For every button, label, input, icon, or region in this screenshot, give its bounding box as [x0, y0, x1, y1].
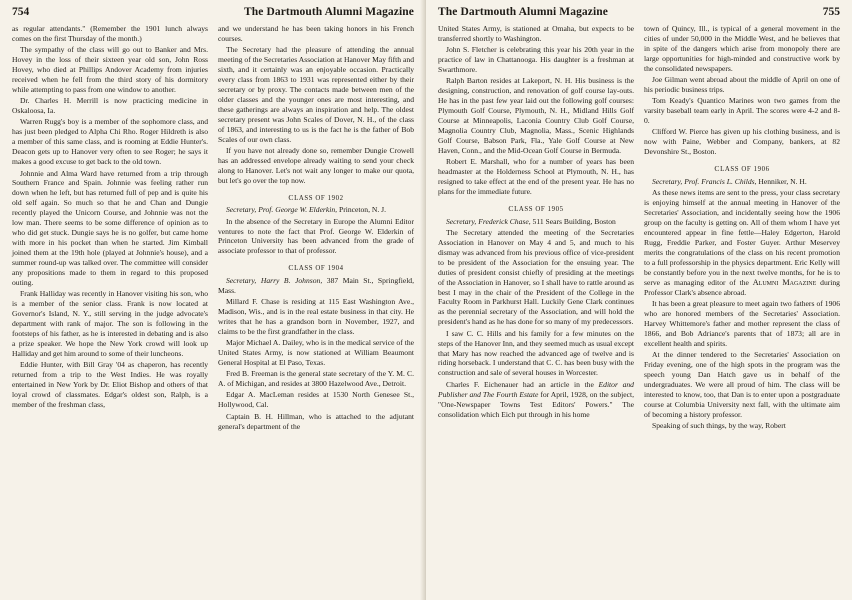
- secretary-name: Secretary, Frederick Chase,: [446, 216, 531, 226]
- left-column-1: [12, 24, 208, 433]
- left-column-2: [218, 24, 414, 433]
- right-page: [426, 0, 852, 600]
- paragraph: Tom Keady's Quantico Marines won two games from the varsity baseball team early in April. The scores were 4-2 and 8-0.: [644, 96, 840, 126]
- publication-title: Editor and Publisher and The Fourth Estate: [438, 379, 634, 399]
- left-page-columns: [12, 24, 414, 433]
- paragraph: Captain B. H. Hillman, who is attached to the adjutant general's department of the: [218, 411, 414, 431]
- right-column-2: [644, 24, 840, 432]
- paragraph: Major Michael A. Dailey, who is in the medical service of the United States Army, is now stationed at William Beaumont General Hospital at El Paso, Texas.: [218, 338, 414, 368]
- paragraph: Joe Gilman went abroad about the middle of April on one of his periodic business trips.: [644, 75, 840, 95]
- secretary-name: Secretary, Harry B. Johnson,: [226, 275, 323, 285]
- right-page-header: [438, 6, 840, 22]
- class-heading-1902: CLASS OF 1902: [288, 192, 344, 202]
- paragraph: Robert E. Marshall, who for a number of years has been headmaster at the Holderness School at Plymouth, N. H., has resigned to take effect at the end of the present year. He has no plans for the immediate future.: [438, 157, 634, 197]
- paragraph: [644, 188, 840, 297]
- page-number: 754: [12, 6, 30, 18]
- paragraph: Johnnie and Alma Ward have returned from a trip through Southern France and Spain. Johnnie was feeling rather run down when he left, but has returned full of pep and is quite his old self again. So much so that he and Chan and Dungie recently played the Unicorn Course, and Johnnie was not the low man. There seems to be some difference of opinion as to who did get stuck. Dungie says he is no golfer, but came home with more in his pocket than when he started. Jim Kimball joined them at the 19th hole (played at Johnnie's house), and a summer round-up was talked over. The committee will consider any propositions made to them in regard to this proposed outing.: [12, 168, 208, 288]
- running-title: The Dartmouth Alumni Magazine: [438, 6, 608, 18]
- paragraph: Frank Halliday was recently in Hanover visiting his son, who is a member of the senior class. Frank is now located at Governor's Island, N. Y., still serving in the judge advocate's department with rank of major. The son is following in the footsteps of his father, as he is interested in debating and is also a prize speaker. We hope the New York crowd will look up Halliday and get him around to some of their luncheons.: [12, 289, 208, 358]
- secretary-address: 511 Sears Building, Boston: [532, 216, 616, 226]
- paragraph: The sympathy of the class will go out to Banker and Mrs. Hovey in the loss of their sixteen year old son, John Ross Hovey, who died at Phillips Andover Academy from injuries received when he fell from the third story of his dormitory while attempting to pass from one window to another.: [12, 45, 208, 95]
- paragraph: Clifford W. Pierce has given up his clothing business, and is now with Paine, Webber and Company, bankers, at 82 Devonshire St., Boston.: [644, 127, 840, 157]
- secretary-name: Secretary, Prof. George W. Elderkin,: [226, 205, 338, 215]
- secretary-address: Henniker, N. H.: [758, 176, 807, 186]
- paragraph: Dr. Charles H. Merrill is now practicing medicine in Oskaloosa, Ia.: [12, 96, 208, 116]
- secretary-address: Princeton, N. J.: [338, 205, 387, 215]
- magazine-name: Alumni Magazine: [752, 277, 817, 287]
- paragraph: and we understand he has been taking honors in his French courses.: [218, 24, 414, 43]
- paragraph: If you have not already done so, remember Dungie Crowell has an addressed envelope already waiting to send your check along to Hanover. Let's not wait any longer to make our quota, but let's go over the top now.: [218, 146, 414, 185]
- text-run: for April, 1928, on the subject, "One-Newspaper Towns Test Editors' Powers." The consolidation which Eich put through in his home: [438, 389, 635, 419]
- secretary-name: Secretary, Prof. Francis L. Childs,: [652, 176, 757, 186]
- paragraph: Millard F. Chase is residing at 115 East Washington Ave., Madison, Wis., and is in the real estate business in that city. He writes that he has a grandson born in November, 1927, and claims to be the first grandfather in the class.: [218, 297, 414, 336]
- paragraph: Speaking of such things, by the way, Robert: [652, 420, 786, 430]
- paragraph: town of Quincy, Ill., is typical of a general movement in the cities of under 50,000 in the Middle West, and he believes that in spite of the dangers which arise from monopoly there are large opportunities for high-minded and constructive work by the consolidated newspapers.: [644, 24, 840, 73]
- paragraph: I saw C. C. Hills and his family for a few minutes on the steps of the Hanover Inn, and they seemed much as usual except that Mary has now reached the advanced age of twelve and is riding horseback. I understand that C. C. has been busy with the construction and sale of several houses in Worcester.: [438, 328, 634, 378]
- running-title: The Dartmouth Alumni Magazine: [244, 6, 414, 18]
- secretary-line: [438, 217, 634, 227]
- class-heading-1904: CLASS OF 1904: [288, 263, 344, 273]
- secretary-line: [218, 205, 414, 215]
- paragraph: Fred B. Freeman is the general state secretary of the Y. M. C. A. of Michigan, and resides at 3800 Hazelwood Ave., Detroit.: [218, 369, 414, 389]
- paragraph: [438, 380, 634, 420]
- paragraph: Ralph Barton resides at Lakeport, N. H. His business is the designing, construction, and renovation of golf course lay-outs. He has in the past few year laid out the following golf courses: Plymouth Golf Course, Plymouth, N. H., Midland Hills Golf Course at Minneapolis, Laconia Country Club Golf Course, Magnolia Country Club, Magnolia, Mass., Scenic Highlands Golf Course, Babson Park, Fla., Yale Golf Course at New Haven, Conn., and the Mid-Ocean Golf Course in Bermuda.: [438, 76, 634, 156]
- text-run: As these news items are sent to the press, your class secretary is enjoying himself at the annual meeting in Hanover of the Secretaries' Association, and incidentally seeing how the 1906 group on the faculty is getting on. All of them whom I have yet encountered appear in fine fettle—Haley Edgerton, Harold Rugg, Freddie Parker, and Foster Guyer. Arthur Meservey merits the congratulations of the class on his recent promotion to a full professorship in the physics department. Eric Kelly will be constantly before you in the next twelve months, for he is to serve as managing editor of the: [644, 187, 840, 287]
- paragraph: Edgar A. MacLeman resides at 1530 North Genesee St., Hollywood, Cal.: [218, 390, 414, 410]
- secretary-line: [218, 276, 414, 296]
- class-heading-1905: CLASS OF 1905: [508, 204, 564, 214]
- class-heading-1906: CLASS OF 1906: [714, 164, 770, 174]
- paragraph: The Secretary had the pleasure of attending the annual meeting of the Secretaries Association at Hanover May fifth and sixth, and it certainly was an enjoyable occasion. Practically every class from 1863 to 1931 was represented either by their secretary or by proxy. The contacts made between men of the older classes and the younger ones are most interesting, and these gatherings are always an inspiration and help. The oldest secretary present was John Scales of Dover, N. H., of the class of 1863, and interesting to us is the fact he is the father of Bob Scales of our own class.: [218, 45, 414, 144]
- page-number: 755: [822, 6, 840, 18]
- right-column-1: [438, 24, 634, 432]
- paragraph: The Secretary attended the meeting of the Secretaries Association in Hanover on May 4 and 5, and much to his dismay was advanced from his previous office of vice-president to be president of the Association for the ensuing year. The duties of president consist chiefly of presiding at the meetings of the Association in Hanover, so I shall have to rattle around as best I may in the chair of the President of the College in the Faculty Room in Parkhurst Hall. Luckily Gene Clark continues as the perennial secretary of the Association, and will hold the president's hand as he has done for so many of my predecessors.: [438, 227, 634, 327]
- paragraph: It has been a great pleasure to meet again two fathers of 1906 who are honored members of the Secretaries' Association. Harvey Whittemore's father and mother represent the class of 1866, and Bob Adriance's parents that of 1873; all are in excellent health and spirits.: [644, 298, 840, 348]
- paragraph: Eddie Hunter, with Bill Gray '04 as chaperon, has recently returned from a trip to the West Indies. He was royally entertained in New York by Dr. Eliot Bishop and others of that loyal crowd of classmates. Edgar's oldest son, Ralph, is a member of the freshman class,: [12, 360, 208, 410]
- paragraph: In the absence of the Secretary in Europe the Alumni Editor ventures to note the fact that Prof. George W. Elderkin of Princeton University has been advanced from the grade of associate professor to that of professor.: [218, 216, 414, 256]
- right-page-columns: [438, 24, 840, 432]
- secretary-address: 387 Main St., Springfield, Mass.: [218, 275, 414, 295]
- text-run: Charles F. Eichenauer had an article in the: [446, 379, 594, 389]
- text-run: during Professor Clark's absence abroad.: [644, 277, 840, 297]
- paragraph: as regular attendants." (Remember the 1901 lunch always comes on the first Thursday of the month.): [12, 24, 208, 43]
- left-page-header: [12, 6, 414, 22]
- secretary-line: [644, 177, 840, 187]
- paragraph: United States Army, is stationed at Omaha, but expects to be transferred shortly to Washington.: [438, 24, 634, 43]
- paragraph: At the dinner tendered to the Secretaries' Association on Friday evening, one of the high spots in the program was the speech young Dan Hatch gave us in behalf of the undergraduates. We were all proud of him. The class will be interested to know, too, that Dan is to enter upon a postgraduate course at Columbia University next fall, with the ultimate aim of becoming a history professor.: [644, 349, 840, 419]
- paragraph: Warren Rugg's boy is a member of the sophomore class, and has just been pledged to Alpha Chi Rho. Roger Hildreth is also a member of this same class, and is rooming at Eddie Hunter's. Deacon gets up to Hanover very often to see Roger; he says it makes a good excuse to get back to the old town.: [12, 117, 208, 167]
- paragraph: John S. Fletcher is celebrating this year his 20th year in the practice of law in Chattanooga. His daughter is a freshman at Swarthmore.: [438, 45, 634, 75]
